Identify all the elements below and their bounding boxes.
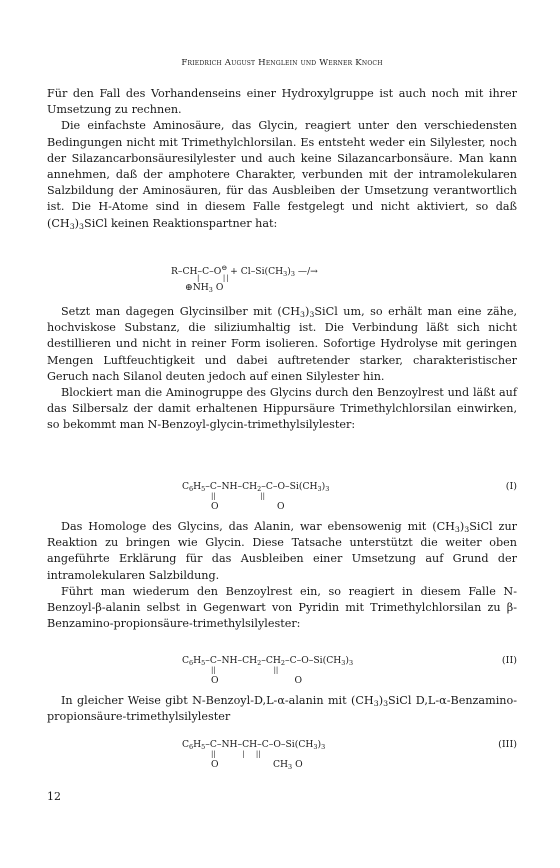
formula-text: —/→: [294, 266, 318, 278]
formula-text: H: [193, 739, 202, 750]
subscript: 3: [373, 699, 379, 708]
formula-text: ⊕NH: [185, 282, 209, 293]
formula-text: –C–O–Si(CH: [285, 655, 342, 666]
equation-number-I: (I): [505, 481, 517, 492]
paragraph-4: Blockiert man die Aminogruppe des Glycins durch den Benzoylrest und läßt auf das Silbersalz der damit erhaltenen Hippursäure Trimethylchlorsilan einwirken, so bekommt man N-Benzoyl-glycin-trimethylsilylester:: [47, 386, 517, 432]
charge: ⊖: [221, 264, 228, 272]
body-block-1: [47, 86, 517, 232]
formula-methyl: [273, 759, 303, 770]
text-run: Die einfachste Aminosäure, das Glycin, reagiert unter den verschiedensten Bedingungen nicht mit Trimethylchlorsilan. Es entsteht weder ein Silylester, noch der Silazancarbonsäuresilylester und auch keine Silazancarbonsäure. Man kann annehmen, daß der amphotere Charakter, verbunden mit der intramolekularen Salzbildung der Aminosäuren, für das Ausbleiben der Umsetzung verantwortlich ist. Die H-Atome sind in diesem Falle festgelegt und nicht aktiviert, so daß (CH: [47, 119, 517, 230]
subscript: 2: [257, 485, 262, 493]
formula-text: ): [321, 481, 326, 492]
text-run: Setzt man dagegen Glycinsilber mit (CH: [61, 305, 301, 318]
formula-text: –C–O–Si(CH: [261, 481, 318, 492]
formula-text: O: [215, 282, 224, 293]
subscript: 3: [383, 699, 389, 708]
equation-number-III: (III): [498, 739, 517, 750]
paragraph-6: Führt man wiederum den Benzoylrest ein, so reagiert in diesem Falle N-Benzoyl-β-alanin selbst in Gegenwart von Pyridin mit Trimethylchlorsilan zu β-Benzamino-propionsäure-trimethylsilylester:: [47, 584, 517, 631]
formula-oxygens: O O: [211, 675, 302, 686]
formula-text: CH: [273, 759, 289, 770]
subscript: 6: [189, 743, 194, 751]
subscript: 5: [201, 485, 206, 493]
paragraph-5: [47, 519, 517, 584]
subscript: 3: [454, 525, 460, 534]
paragraph-1: Für den Fall des Vorhandenseins einer Hydroxylgruppe ist auch noch mit ihrer Umsetzung zu rechnen.: [47, 87, 517, 117]
subscript: 5: [201, 743, 206, 751]
text-run: SiCl zur Reaktion zu bringen wie Glycin. Diese Tatsache unterstützt die weiter oben angeführte Erklärung für das Ausbleiben einer Umsetzung auf Grund der intramolekularen Salzbildung.: [47, 520, 517, 582]
subscript: 3: [317, 485, 322, 493]
formula-text: H: [193, 655, 202, 666]
equation-number-II: (II): [501, 655, 517, 666]
subscript: 3: [341, 659, 346, 667]
paragraph-3: [47, 304, 517, 385]
formula-bonds: || | ||: [211, 750, 261, 758]
subscript: 3: [79, 221, 85, 231]
paragraph-2: [47, 118, 517, 231]
subscript: 3: [325, 485, 330, 493]
formula-text: ): [287, 266, 291, 278]
page-number: 12: [47, 790, 61, 803]
subscript: 3: [313, 743, 318, 751]
subscript: 2: [257, 659, 262, 667]
formula-text: + Cl–Si(CH: [227, 266, 284, 278]
formula-zwitterion-line2: [185, 282, 223, 293]
body-block-2: [47, 304, 517, 434]
subscript: 3: [300, 310, 306, 319]
text-run: ): [378, 694, 384, 707]
text-run: ): [459, 520, 465, 533]
formula-bonds: || ||: [211, 666, 279, 674]
subscript: 3: [69, 221, 75, 231]
formula-text: C: [182, 655, 190, 666]
subscript: 5: [201, 659, 206, 667]
text-run: Das Homologe des Glycins, das Alanin, war ebensowenig mit (CH: [61, 520, 455, 533]
formula-bonds: || ||: [211, 492, 265, 500]
text-run: SiCl um, so erhält man eine zähe, hochviskose Substanz, die siliziumhaltig ist. Die Verbindung läßt sich nicht destillieren und nicht in reiner Form isolieren. Sofortige Hydrolyse mit geringen Mengen Luftfeuchtigkeit und dabei auftretender starker, charakteristischer Geruch nach Silanol deuten jedoch auf einen Silylester hin.: [47, 305, 518, 383]
subscript: 3: [348, 659, 354, 667]
subscript: 3: [321, 743, 326, 751]
formula-text: C: [182, 481, 190, 492]
subscript: 3: [290, 270, 295, 279]
formula-text: R–CH–C–O: [171, 266, 222, 278]
formula-text: O: [295, 759, 303, 770]
formula-text: –C–NH–CH–C–O–Si(CH: [205, 739, 314, 750]
formula-zwitterion: [171, 263, 318, 277]
text-run: ): [74, 216, 80, 230]
formula-text: –C–NH–CH: [205, 655, 258, 666]
subscript: 6: [189, 485, 194, 493]
subscript: 6: [189, 659, 194, 667]
subscript: 3: [309, 310, 315, 319]
subscript: 3: [283, 270, 288, 279]
formula-text: C: [182, 739, 190, 750]
paragraph-7: [47, 693, 517, 725]
formula-text: –CH: [261, 655, 281, 666]
subscript: 3: [208, 286, 213, 294]
formula-text: ): [317, 739, 322, 750]
text-run: SiCl D,L-α-Benzamino-propionsäure-trimethylsilylester: [47, 694, 517, 724]
formula-oxygen: O: [211, 759, 219, 770]
formula-bonds: | ||: [197, 274, 230, 282]
formula-text: ): [345, 655, 349, 666]
formula-text: H: [193, 481, 202, 492]
subscript: 3: [288, 763, 293, 771]
body-block-4: [47, 693, 517, 725]
running-header: Friedrich August Henglein und Werner Knoch: [181, 58, 383, 68]
subscript: 2: [280, 659, 286, 667]
formula-oxygens: O O: [211, 501, 285, 512]
body-block-3: [47, 519, 517, 632]
text-run: SiCl keinen Reaktionspartner hat:: [84, 216, 278, 230]
formula-text: –C–NH–CH: [205, 481, 258, 492]
text-run: In gleicher Weise gibt N-Benzoyl-D,L-α-alanin mit (CH: [61, 694, 374, 707]
text-run: ): [305, 305, 310, 318]
subscript: 3: [464, 525, 470, 534]
